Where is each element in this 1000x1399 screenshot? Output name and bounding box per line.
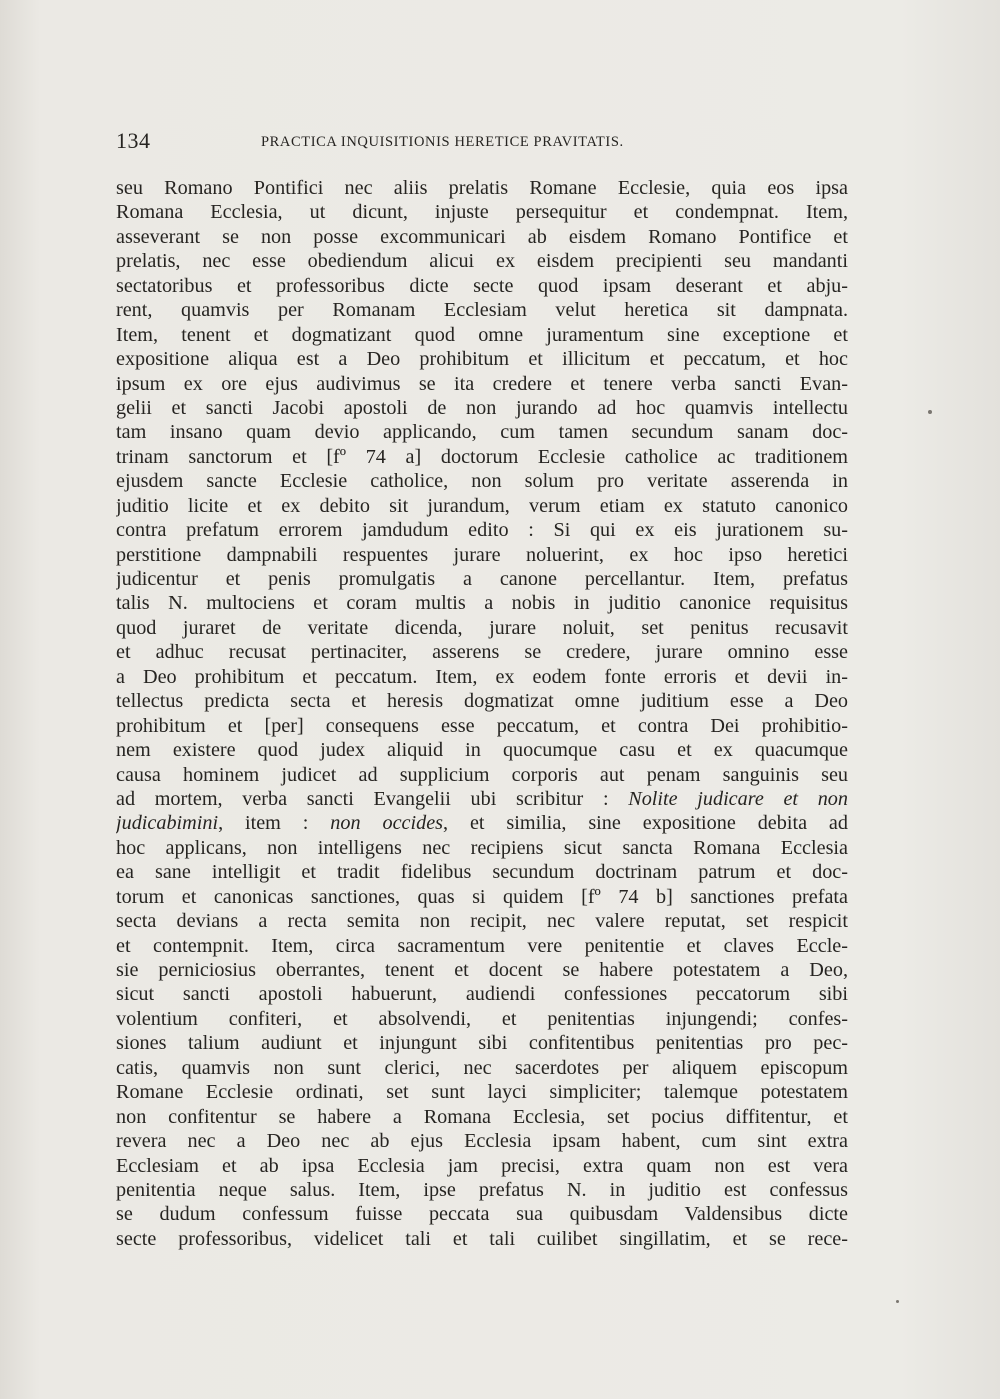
text-line: sie perniciosius oberrantes, tenent et docent se habere potestatem a Deo, <box>116 959 848 981</box>
page-number: 134 <box>116 128 151 153</box>
text-line: quod juraret de veritate dicenda, jurare noluit, set penitus recusavit <box>116 616 848 639</box>
text-line: prohibitum et [per] consequens esse peccatum, et contra Dei prohibitio- <box>116 714 848 737</box>
text-line: expositione aliqua est a Deo prohibitum et illicitum et peccatum, et hoc <box>116 348 848 371</box>
text-line: rent, quamvis per Romanam Ecclesiam velut heretica sit dampnata. <box>116 299 848 322</box>
italic-quotation: Nolite judicare et non <box>628 787 848 810</box>
text-line: torum et canonicas sanctiones, quas si quidem [fº 74 b] sanctiones prefata <box>116 885 848 908</box>
text-line: et adhuc recusat pertinaciter, asserens se credere, jurare omnino esse <box>116 641 848 664</box>
text-line: catis, quamvis non sunt clerici, nec sacerdotes per aliquem episcopum <box>116 1056 848 1079</box>
text-line: sicut sancti apostoli habuerunt, audiendi confessiones peccatorum sibi <box>116 983 848 1006</box>
text-line: secta devians a recta semita non recipit, nec valere reputat, set respicit <box>116 910 848 933</box>
text-line: ejusdem sancte Ecclesie catholice, non solum pro veritate asserenda in <box>116 470 848 493</box>
paper-speck <box>928 410 932 414</box>
text-line: Romane Ecclesie ordinati, set sunt layci simpliciter; talemque potestatem <box>116 1081 848 1104</box>
text-line: nem existere quod judex aliquid in quocumque casu et ex quacumque <box>116 739 848 762</box>
text-line: sectatoribus et professoribus dicte secte quod ipsam deserant et abju- <box>116 274 848 297</box>
page-header <box>116 128 846 158</box>
text-line: prelatis, nec esse obediendum alicui ex eisdem precipienti seu mandanti <box>116 250 848 273</box>
text-line-with-italic <box>116 787 848 811</box>
text-line: contra prefatum errorem jamdudum edito : Si qui ex eis jurationem su- <box>116 519 848 542</box>
text-line: asseverant se non posse excommunicari ab eisdem Romano Pontifice et <box>116 225 848 248</box>
text-line: a Deo prohibitum et peccatum. Item, ex eodem fonte erroris et devii in- <box>116 665 848 688</box>
text-line: hoc applicans, non intelligens nec recipiens sicut sancta Romana Ecclesia <box>116 836 848 859</box>
text-line: seu Romano Pontifici nec aliis prelatis Romane Ecclesie, quia eos ipsa <box>116 177 848 199</box>
body-text <box>116 176 848 1251</box>
text-line: trinam sanctorum et [fº 74 a] doctorum Ecclesie catholice ac traditionem <box>116 445 848 468</box>
text-segment: , item : <box>218 812 331 835</box>
text-segment: ad mortem, verba sancti Evangelii ubi scribitur : <box>116 787 629 810</box>
text-line: tam insano quam devio applicando, cum tamen secundum sanam doc- <box>116 421 848 444</box>
text-line-with-italic <box>116 811 848 835</box>
text-line: et contempnit. Item, circa sacramentum vere penitentie et claves Eccle- <box>116 934 848 957</box>
text-line: gelii et sancti Jacobi apostoli de non jurando ad hoc quamvis intellectu <box>116 396 848 419</box>
italic-quotation: judicabimini <box>116 812 219 835</box>
text-line: Item, tenent et dogmatizant quod omne juramentum sine exceptione et <box>116 323 848 346</box>
text-line: siones talium audiunt et injungunt sibi confitentibus penitentias pro pec- <box>116 1032 848 1055</box>
text-line: volentium confiteri, et absolvendi, et penitentias injungendi; confes- <box>116 1007 848 1030</box>
text-line: se dudum confessum fuisse peccata sua quibusdam Valdensibus dicte <box>116 1203 848 1226</box>
text-line: causa hominem judicet ad supplicium corporis aut penam sanguinis seu <box>116 763 848 786</box>
text-line: judicentur et penis promulgatis a canone percellantur. Item, prefatus <box>116 568 848 590</box>
text-line: juditio licite et ex debito sit jurandum, verum etiam ex statuto canonico <box>116 494 848 517</box>
text-line: ea sane intelligit et tradit fidelibus secundum doctrinam patrum et doc- <box>116 861 848 884</box>
text-line: non confitentur se habere a Romana Ecclesia, set pocius diffitentur, et <box>116 1105 848 1128</box>
running-title: PRACTICA INQUISITIONIS HERETICE PRAVITATIS. <box>261 134 624 150</box>
text-line: perstitione dampnabili respuentes jurare noluerint, ex hoc ipso heretici <box>116 543 848 566</box>
text-line: talis N. multociens et coram multis a nobis in juditio canonice requisitus <box>116 592 848 615</box>
text-line: penitentia neque salus. Item, ipse prefatus N. in juditio est confessus <box>116 1178 848 1201</box>
italic-quotation: non occides <box>330 812 444 835</box>
text-line: ipsum ex ore ejus audivimus se ita credere et tenere verba sancti Evan- <box>116 372 848 395</box>
text-line: revera nec a Deo nec ab ejus Ecclesia ipsam habent, cum sint extra <box>116 1130 848 1153</box>
text-line: Ecclesiam et ab ipsa Ecclesia jam precisi, extra quam non est vera <box>116 1154 848 1177</box>
text-segment: , et similia, sine expositione debita ad <box>443 812 848 835</box>
text-line: tellectus predicta secta et heresis dogmatizat omne juditium esse a Deo <box>116 690 848 713</box>
text-line: Romana Ecclesia, ut dicunt, injuste persequitur et condempnat. Item, <box>116 201 848 224</box>
paper-speck <box>896 1300 899 1303</box>
text-line: secte professoribus, videlicet tali et tali cuilibet singillatim, et se rece- <box>116 1227 848 1250</box>
